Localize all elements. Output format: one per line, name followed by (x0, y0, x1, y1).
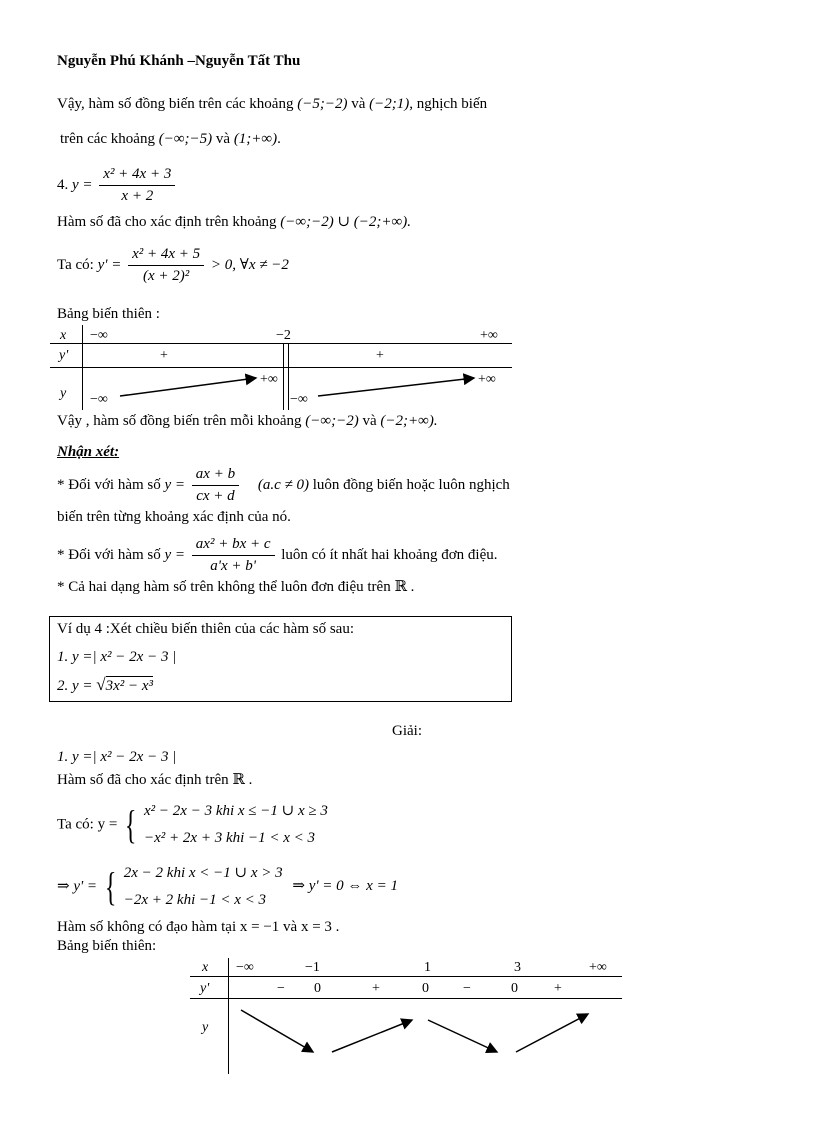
text: . (277, 131, 281, 147)
solution-line-2: Hàm số đã cho xác định trên ℝ . (57, 772, 253, 788)
sign: − (463, 981, 471, 996)
text: trên các khoảng (60, 131, 155, 147)
numerator: ax² + bx + c (192, 536, 275, 556)
interval: (−∞;−2) (305, 413, 359, 429)
lhs: y = (72, 176, 93, 193)
item-label: 4. (57, 176, 69, 193)
table1-title: Bảng biến thiên : (57, 306, 160, 322)
x-value: −∞ (236, 960, 254, 975)
denominator: x + 2 (121, 188, 154, 204)
text: Ta có: (57, 256, 94, 273)
y-value: −∞ (290, 392, 308, 407)
numerator: ax + b (192, 466, 239, 486)
decrease-arrow (241, 1010, 313, 1052)
interval: (1;+∞) (233, 131, 278, 147)
x-value: 1 (424, 960, 431, 975)
rhs: ⇒ y' = 0 ⇔ x = 1 (292, 878, 398, 895)
denominator: a'x + b' (210, 558, 256, 574)
remark-title: Nhận xét: (57, 444, 120, 460)
case: −2x + 2 khi −1 < x < 3 (123, 892, 267, 908)
interval: (−2;1) (369, 96, 410, 112)
solution-line-4: Bảng biến thiên: (57, 938, 157, 954)
solution-line-1: 1. y =| x² − 2x − 3 | (57, 749, 177, 765)
x-value: −∞ (90, 328, 108, 343)
case: −x² + 2x + 3 khi −1 < x < 3 (144, 830, 316, 846)
brace-icon: { (124, 802, 137, 847)
lhs: y = (164, 546, 186, 563)
row-label-x: x (202, 960, 209, 975)
interval: (−∞;−5) (158, 131, 213, 147)
sign: + (554, 981, 562, 996)
numerator: x² + 4x + 5 (128, 246, 204, 266)
text: Vậy, hàm số đồng biến trên các khoảng (57, 96, 294, 112)
text: * Đối với hàm số (57, 546, 161, 563)
remark-line-2: biến trên từng khoảng xác định của nó. (57, 509, 291, 525)
x-value: 3 (514, 960, 521, 975)
increase-arrow (516, 1014, 588, 1052)
sign: + (372, 981, 380, 996)
rhs: > 0, ∀x ≠ −2 (210, 256, 289, 273)
sign: 0 (314, 981, 321, 996)
text: và (215, 131, 231, 147)
sqrt-icon: √ (96, 675, 106, 694)
denominator: cx + d (196, 488, 235, 504)
condition: (a.c ≠ 0) (257, 476, 309, 493)
numerator: x² + 4x + 3 (99, 166, 175, 186)
text: , nghịch biến (409, 96, 488, 112)
text: luôn có ít nhất hai khoảng đơn điệu. (281, 546, 498, 563)
lhs: y = (164, 476, 186, 493)
case: 2x − 2 khi x < −1 ∪ x > 3 (123, 865, 283, 881)
row-label-y: y (202, 1020, 209, 1035)
interval: (−5;−2) (297, 96, 348, 112)
remark-line-4: * Cả hai dạng hàm số trên không thể luôn đơn điệu trên ℝ . (57, 579, 415, 595)
x-value: −2 (276, 328, 291, 343)
text: và (351, 96, 366, 112)
row-label-yprime: y' (200, 981, 210, 996)
interval: (−2;+∞). (380, 413, 438, 429)
text: và (362, 413, 377, 429)
sign: + (160, 348, 168, 363)
text: * Đối với hàm số (57, 476, 161, 493)
decrease-arrow (428, 1020, 497, 1052)
y-value: +∞ (260, 372, 278, 387)
denominator: (x + 2)² (143, 268, 190, 284)
y-value: +∞ (478, 372, 496, 387)
sign: − (277, 981, 285, 996)
row-label-yprime: y' (59, 348, 69, 363)
text: Hàm số đã cho xác định trên khoảng (57, 214, 277, 230)
x-value: −1 (305, 960, 320, 975)
sign: 0 (511, 981, 518, 996)
solution-line-3: Hàm số không có đạo hàm tại x = −1 và x = 3 . (57, 919, 340, 935)
row-label-x: x (60, 328, 67, 343)
sign: 0 (422, 981, 429, 996)
x-value: +∞ (589, 960, 607, 975)
solution-title: Giải: (392, 723, 422, 739)
lhs: Ta có: y = (57, 816, 118, 833)
x-value: +∞ (480, 328, 498, 343)
lhs: ⇒ y' = (57, 878, 98, 895)
example4-item-1: 1. y =| x² − 2x − 3 | (57, 649, 177, 665)
example4-title: Ví dụ 4 :Xét chiều biến thiên của các hàm số sau: (57, 621, 354, 637)
increase-arrow (332, 1020, 412, 1052)
case: x² − 2x − 3 khi x ≤ −1 ∪ x ≥ 3 (144, 803, 328, 819)
lhs: y' = (97, 256, 122, 273)
y-value: −∞ (90, 392, 108, 407)
text: Vậy , hàm số đồng biến trên mỗi khoảng (57, 413, 302, 429)
text: luôn đồng biến hoặc luôn nghịch (312, 476, 510, 493)
sign: + (376, 348, 384, 363)
radicand: 3x² − x³ (105, 678, 154, 694)
row-label-y: y (60, 386, 67, 401)
lhs: 2. y = (57, 678, 93, 694)
page-header-authors: Nguyễn Phú Khánh –Nguyễn Tất Thu (57, 53, 301, 69)
brace-icon: { (104, 864, 117, 909)
domain-value: (−∞;−2) ∪ (−2;+∞). (280, 214, 411, 230)
